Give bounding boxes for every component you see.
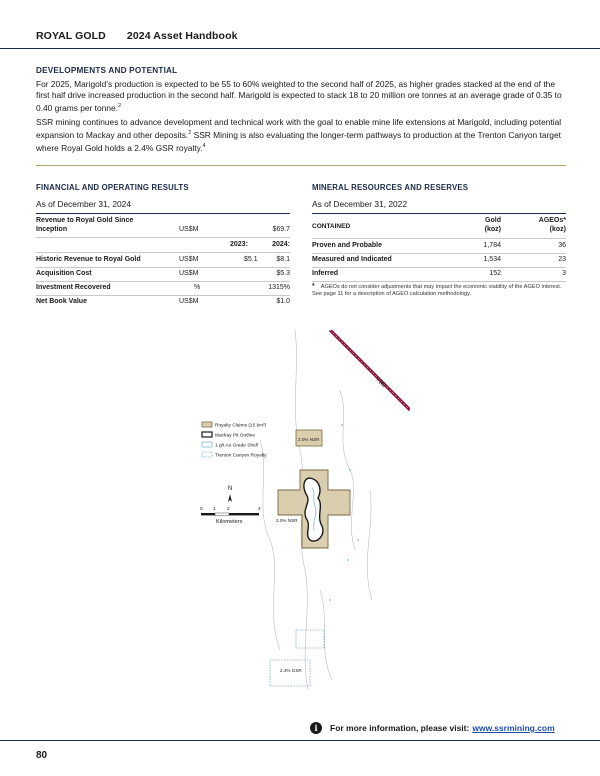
legend-mackay-pit: Mackay Pit Outline: [215, 433, 255, 439]
north-arrow-icon: [228, 486, 232, 502]
table-row: Investment Recovered % 1315%: [36, 284, 290, 291]
document-title: 2024 Asset Handbook: [126, 30, 238, 42]
ageo-footnote: * AGEOs do not consider adjustments that may impact the economic viability of the AGEO interest. See page 11 for a description of AGEO calculation methodology.: [312, 283, 562, 298]
developments-title: DEVELOPMENTS AND POTENTIAL: [36, 66, 178, 75]
svg-text:0: 0: [200, 507, 203, 512]
table-row: Proven and Probable 1,784 36: [312, 242, 566, 249]
mineral-title: MINERAL RESOURCES AND RESERVES: [312, 183, 469, 192]
financial-title: FINANCIAL AND OPERATING RESULTS: [36, 183, 189, 192]
svg-text:2: 2: [227, 507, 230, 512]
scale-bar: [200, 506, 261, 525]
legend-grade-shell: 1 g/t Au Grade Shell: [215, 443, 258, 449]
financial-divider: [36, 213, 290, 214]
developments-section: [36, 66, 566, 166]
header-divider: [0, 48, 600, 49]
footer-divider: [0, 740, 600, 741]
gsr-label: 2.4% GSR: [280, 668, 302, 673]
scale-unit: Kilometers: [216, 519, 243, 525]
company-name: ROYAL GOLD: [36, 30, 106, 42]
info-icon: i: [310, 722, 322, 734]
mineral-subtitle: As of December 31, 2022: [312, 199, 407, 209]
table-row: Measured and Indicated 1,534 23: [312, 256, 566, 263]
footnote-ref: 2: [117, 102, 122, 109]
mineral-divider: [312, 213, 566, 214]
highway-label: I-80: [374, 377, 387, 389]
nsr-label-north: 2.0% NSR: [298, 437, 320, 442]
page-header: [36, 30, 238, 42]
svg-text:1: 1: [213, 507, 216, 512]
site-map: [200, 330, 410, 690]
table-header-row: CONTAINED Gold (koz) AGEOs* (koz): [312, 217, 566, 233]
financial-subtitle: As of December 31, 2024: [36, 199, 131, 209]
table-row: Acquisition Cost US$M $5.3: [36, 270, 290, 277]
table-row: Revenue to Royal Gold Since Inception US$M $69.7: [36, 217, 290, 233]
table-row: Historic Revenue to Royal Gold US$M $5.1 $8.1: [36, 256, 290, 263]
svg-text:N: N: [228, 486, 233, 492]
footnote-ref: 4: [202, 142, 206, 149]
developments-paragraph-1: For 2025, Marigold’s production is expected to be 55 to 60% weighted to the second half of 2025, as higher grades stacked at the end of the first half drive increased production in the second half. Marigold is expected to stack 18 to 20 million ore tonnes at an average grade of 0.35 to 0.40 grams per tonne.$^2$: [36, 79, 562, 113]
legend-trenton-canyon: Trenton Canyon Royalty: [215, 453, 267, 459]
legend-royalty-claims: Royalty Claims (15 km²): [215, 423, 267, 429]
svg-text:4: 4: [258, 507, 261, 512]
ssr-mining-link[interactable]: www.ssrmining.com: [472, 723, 555, 733]
more-info: i For more information, please visit: www.ssrmining.com: [310, 722, 555, 734]
footnote-ref: 2: [188, 129, 192, 136]
trenton-canyon-royalty: [270, 630, 324, 686]
developments-paragraph-2: SSR mining continues to advance development and technical work with the goal to enable mine life extensions at Marigold, including potential expansion to Mackay and other deposits.$^2$ SSR Mining is also evaluating the longer-term pathways to production at the Trenton Canyon target where Royal Gold holds a 2.4% GSR royalty.$^4$: [36, 117, 562, 153]
table-row: Inferred 152 3: [312, 270, 566, 277]
page-number: 80: [36, 750, 48, 761]
nsr-label-main: 2.0% NSR: [276, 518, 298, 523]
map-legend: [202, 422, 267, 459]
table-row: Net Book Value US$M $1.0: [36, 298, 290, 305]
